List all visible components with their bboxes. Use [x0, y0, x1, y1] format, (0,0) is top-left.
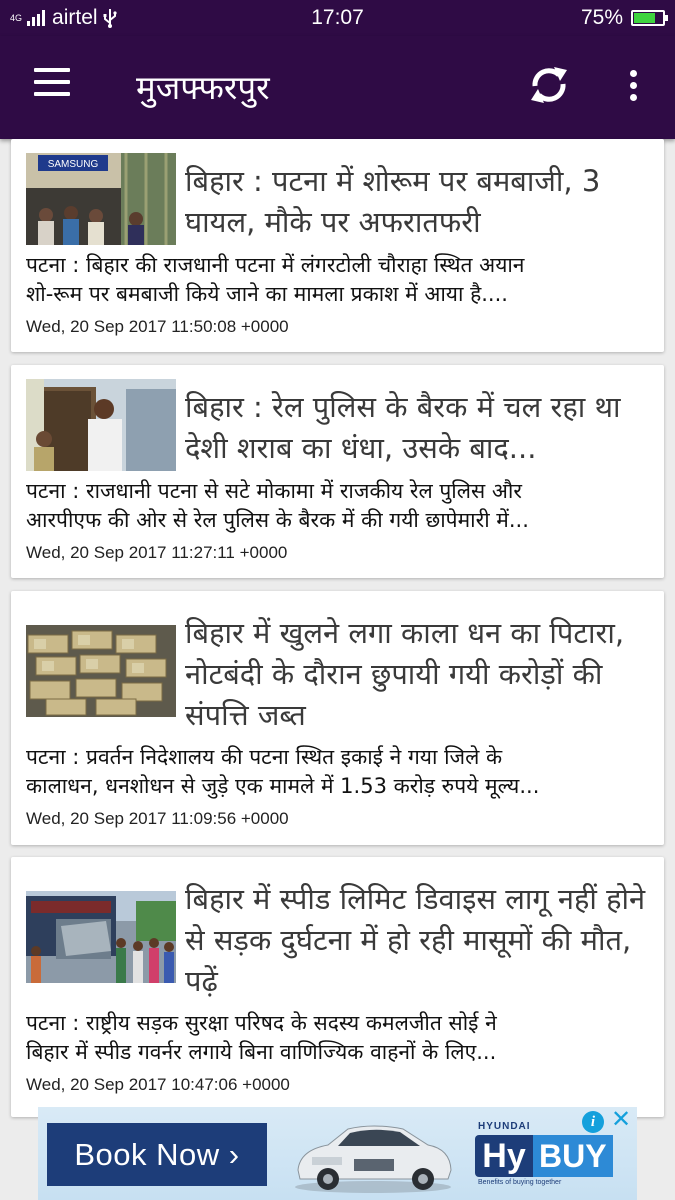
news-card[interactable]: [11, 591, 664, 845]
news-card[interactable]: [11, 365, 664, 578]
ad-tagline: Benefits of buying together: [478, 1179, 562, 1186]
battery-percent: 75%: [580, 6, 623, 29]
ad-brand: HYUNDAI: [478, 1121, 531, 1132]
app-bar: [0, 36, 675, 139]
carrier-name: airtel: [52, 6, 98, 29]
article-summary: [26, 251, 650, 309]
hamburger-menu-icon[interactable]: [34, 68, 72, 98]
summary-line: पटना : राष्ट्रीय सड़क सुरक्षा परिषद के सदस्य कमलजीत सोई ने: [26, 1011, 497, 1035]
article-thumbnail[interactable]: [26, 379, 176, 471]
ad-close-icon[interactable]: ✕: [610, 1107, 632, 1133]
article-summary: [26, 743, 650, 801]
summary-line: आरपीएफ की ओर से रेल पुलिस के बैरक में की गयी छापेमारी में...: [26, 508, 529, 532]
battery-icon: [631, 10, 665, 26]
summary-line: कालाधन, धनशोधन से जुड़े एक मामले में 1.53 करोड़ रुपये मूल्य...: [26, 774, 540, 798]
thumbnail-signage: SAMSUNG: [47, 159, 99, 170]
clock: 17:07: [311, 6, 364, 29]
article-summary: [26, 1009, 650, 1067]
article-headline[interactable]: बिहार : रेल पुलिस के बैरक में चल रहा था देशी शराब का धंधा, उसके बाद...: [185, 390, 621, 465]
article-headline[interactable]: बिहार में स्पीड लिमिट डिवाइस लागू नहीं होने से सड़क दुर्घटना में हो रही मासूमों की मौत, पढ़ें: [185, 882, 646, 998]
status-right: [581, 6, 665, 30]
more-vertical-icon[interactable]: [622, 66, 646, 106]
summary-line: पटना : बिहार की राजधानी पटना में लंगरटोली चौराहा स्थित अयान: [26, 253, 525, 277]
book-now-button[interactable]: Book Now ›: [47, 1123, 267, 1186]
summary-line: शो-रूम पर बमबाजी किये जाने का मामला प्रकाश में आया है....: [26, 282, 508, 306]
summary-line: पटना : प्रवर्तन निदेशालय की पटना स्थित इकाई ने गया जिले के: [26, 745, 503, 769]
car-image: [288, 1115, 458, 1195]
article-headline[interactable]: बिहार : पटना में शोरूम पर बमबाजी, 3 घायल, मौके पर अफरातफरी: [185, 164, 601, 239]
refresh-icon[interactable]: [526, 62, 572, 108]
battery-fill: [634, 13, 655, 23]
ad-logo-hy: Hy: [475, 1135, 533, 1177]
article-date: Wed, 20 Sep 2017 11:27:11 +0000: [26, 543, 288, 562]
ad-banner[interactable]: [38, 1107, 637, 1200]
page-title: मुजफ्फरपुर: [136, 68, 270, 107]
status-bar: [0, 0, 675, 36]
summary-line: पटना : राजधानी पटना से सटे मोकामा में राजकीय रेल पुलिस और: [26, 479, 522, 503]
article-thumbnail[interactable]: [26, 891, 176, 983]
article-summary: [26, 477, 650, 535]
article-thumbnail[interactable]: [26, 625, 176, 717]
ad-info-icon[interactable]: i: [582, 1111, 604, 1133]
article-headline[interactable]: बिहार में खुलने लगा काला धन का पिटारा, नोटबंदी के दौरान छुपायी गयी करोड़ों की संपत्ति जब्त: [185, 616, 625, 732]
news-card[interactable]: [11, 139, 664, 352]
summary-line: बिहार में स्पीड गवर्नर लगाये बिना वाणिज्यिक वाहनों के लिए...: [26, 1040, 497, 1064]
news-card[interactable]: [11, 857, 664, 1117]
ad-logo-buy: BUY: [533, 1135, 613, 1177]
article-date: Wed, 20 Sep 2017 11:09:56 +0000: [26, 809, 289, 828]
article-date: Wed, 20 Sep 2017 11:50:08 +0000: [26, 317, 289, 336]
article-thumbnail[interactable]: [26, 153, 176, 245]
network-type: 4G: [10, 12, 23, 23]
article-date: Wed, 20 Sep 2017 10:47:06 +0000: [26, 1075, 290, 1094]
